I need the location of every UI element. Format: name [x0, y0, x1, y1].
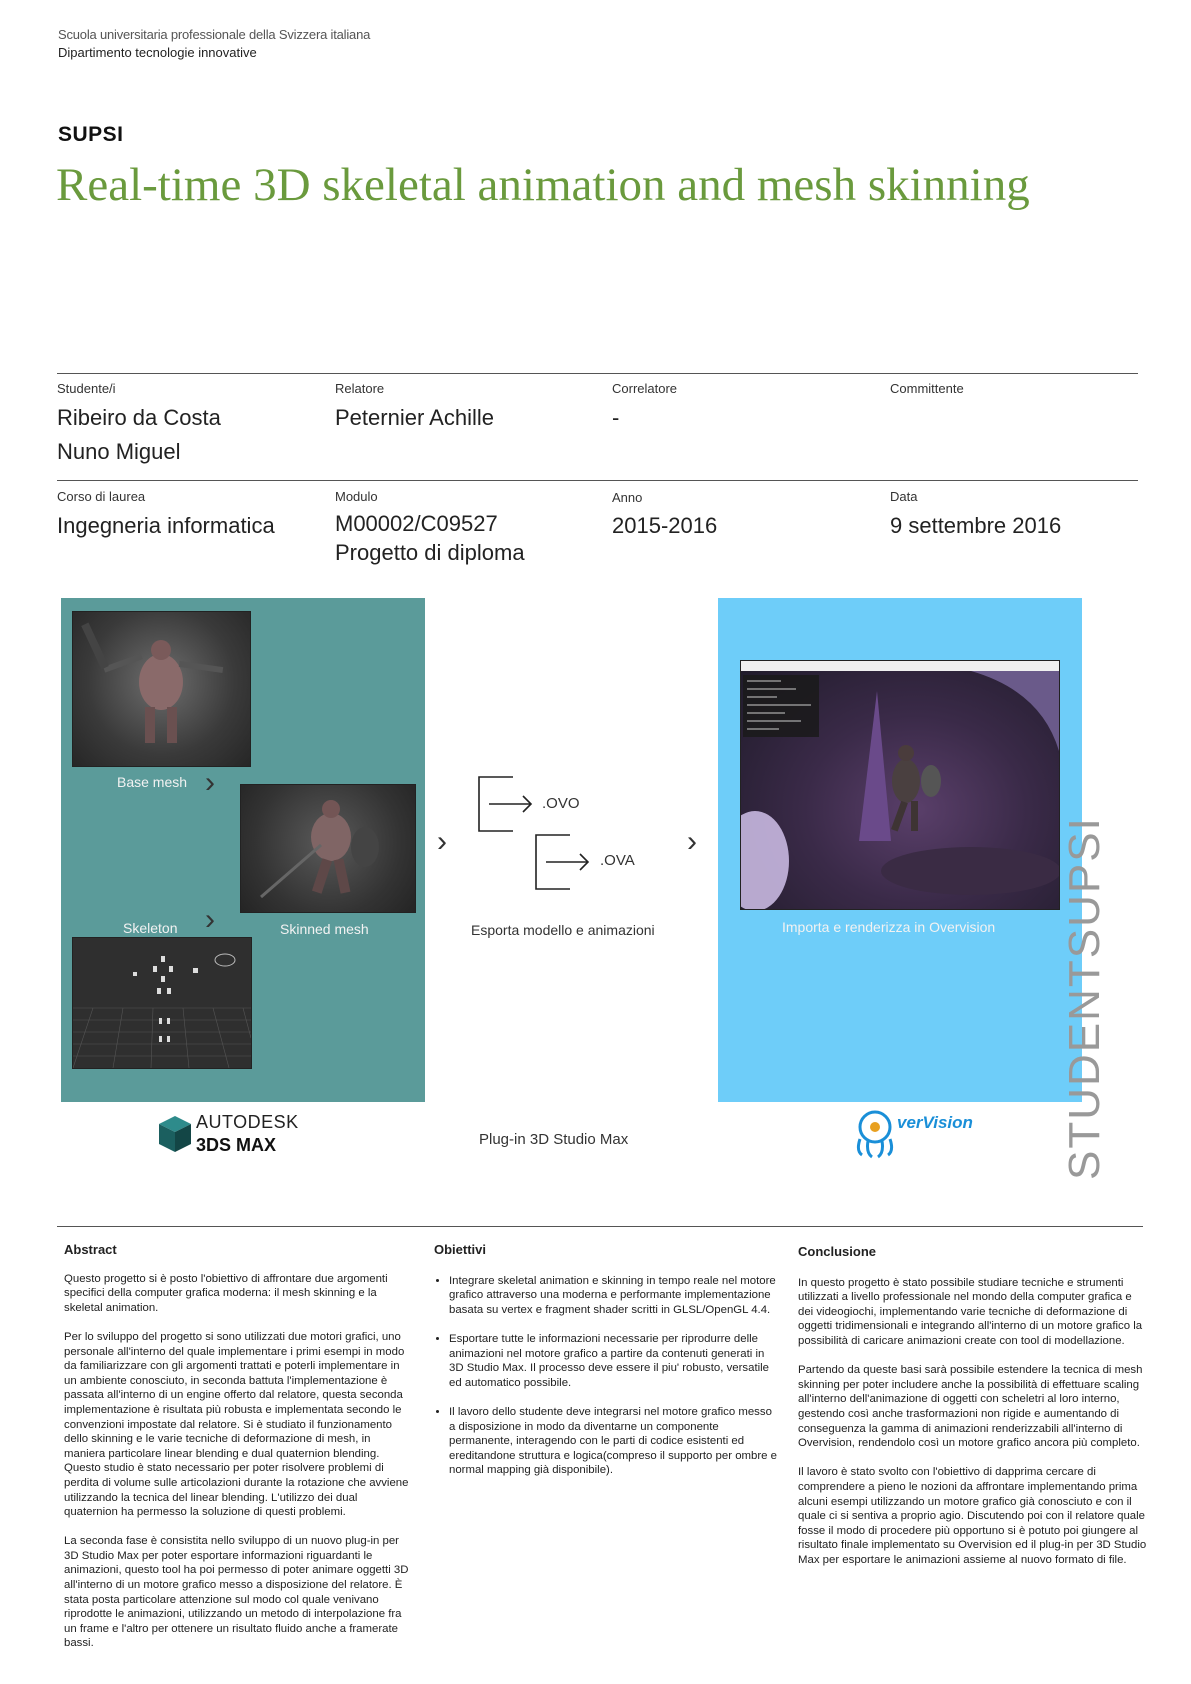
3dsmax-logo-text: 3DS MAX — [196, 1135, 277, 1155]
base-mesh-render — [72, 611, 251, 767]
value-studente — [57, 401, 221, 469]
caption-base-mesh: Base mesh — [117, 774, 188, 790]
caption-import: Importa e renderizza in Overvision — [782, 919, 996, 935]
label-relatore: Relatore — [335, 381, 385, 396]
skinned-mesh-render — [240, 784, 416, 913]
skeleton-grid-icon — [73, 938, 251, 1068]
chevron-right-icon-2: › — [205, 903, 215, 936]
caption-skeleton: Skeleton — [123, 920, 178, 936]
value-modulo — [335, 509, 525, 567]
page-title: Real-time 3D skeletal animation and mesh skinning — [56, 159, 1030, 211]
label-correlatore: Correlatore — [612, 381, 678, 396]
obiettivi-item-2: • Esportare tutte le informazioni necessarie per riprodurre delle animazioni nel motore grafico a partire da contenuti generati in 3D Studio Max. Il processo deve essere il piu' robusto, versatile ed automatico possibile. — [449, 1332, 779, 1390]
window-titlebar — [741, 661, 1059, 671]
label-modulo: Modulo — [335, 489, 378, 504]
chevron-right-icon-4: › — [687, 825, 697, 858]
institution-name: Scuola universitaria professionale della Svizzera italiana — [58, 27, 371, 42]
scene-icon — [741, 671, 1059, 909]
value-corso: Ingegneria informatica — [57, 513, 275, 538]
divider-middle — [57, 480, 1138, 481]
export-ova-icon — [534, 833, 594, 891]
creature-pose-icon — [241, 785, 415, 912]
export-ovo-icon — [477, 775, 537, 833]
autodesk-logo-icon — [157, 1114, 193, 1154]
label-studente: Studente/i — [57, 381, 116, 396]
abstract-section — [64, 1243, 414, 1666]
abstract-paragraph-3: La seconda fase è consistita nello sviluppo di un nuovo plug-in per 3D Studio Max per poter esportare informazioni riguardanti le animazioni, questo tool ha poi permesso di poter animare oggetti 3D all'interno di un motore grafico messo a disposizione del relatore. È stata posta particolare attenzione sul modo col quale venivano riprodotte le animazioni, utilizzando un metodo di interpolazione fra un frame e l'altro per ottenere un risultato fluido anche a framerate bassi. — [64, 1535, 409, 1650]
obiettivi-item-3: • Il lavoro dello studente deve integrarsi nel motore grafico messo a disposizione in modo da diventarne un componente permanente, interagendo con le parti di codice esistenti ed ereditandone struttura e logica(compreso il supporto per ombre e normal mapping già disponibile). — [449, 1405, 779, 1478]
label-anno: Anno — [612, 490, 643, 505]
caption-plugin: Plug-in 3D Studio Max — [479, 1131, 629, 1148]
label-committente: Committente — [890, 381, 964, 396]
chevron-right-icon: › — [205, 766, 215, 799]
value-correlatore: - — [612, 405, 620, 430]
brand-logo-text: SUPSI — [58, 123, 124, 146]
obiettivi-list — [434, 1274, 779, 1478]
conclusione-paragraph-1: In questo progetto è stato possibile studiare tecniche e strumenti utilizzati a livello professionale nel mondo della computer grafica e dei videogiochi, implementando varie tecniche di deformazione di oggetti tridimensionali e integrando all'interno di un motore grafico la possibilità di caricare animazioni create con tool di modellazione. — [798, 1276, 1143, 1347]
obiettivi-section — [434, 1243, 779, 1493]
abstract-paragraph-2: Per lo sviluppo del progetto si sono utilizzati due motori grafici, uno personale all'interno del quale implementare i primi esempi in modo da familiarizzare con gli argomenti trattati e poterli implementare in un ambiente conosciuto, in seconda battuta l'implementazione è passata all'interno di un engine offerto dal relatore, questa seconda implementazione è risultata più robusta e implementata secondo le convenzioni impostate dal relatore. Si è studiato il funzionamento dello skinning e le varie tecniche di deformazione di mesh, in maniera particolare linear blending e dual quaternion blending. Questo studio è stato necessario per poter risolvere problemi di perdita di volume sulle articolazioni durante la rotazione che avviene utilizzando la tecnica del linear blending. L'utilizzo dei dual quaternion ha permesso la soluzione di questi problemi. — [64, 1330, 409, 1519]
value-anno: 2015-2016 — [612, 513, 718, 538]
overvision-render-window — [740, 660, 1060, 910]
value-relatore: Peternier Achille — [335, 405, 494, 430]
chevron-right-icon-3: › — [437, 825, 447, 858]
value-modulo-line2: Progetto di diploma — [335, 540, 525, 565]
label-corso: Corso di laurea — [57, 489, 146, 504]
skeleton-viewport — [72, 937, 252, 1069]
ext-ova: .OVA — [600, 852, 635, 869]
value-modulo-line1: M00002/C09527 — [335, 511, 498, 536]
conclusione-paragraph-2: Partendo da queste basi sarà possibile estendere la tecnica di mesh skinning per poter includere anche la possibilità di effettuare scaling all'interno dell'animazione di oggetti con scheletri al loro interno, gestendo così anche trasformazioni non rigide e aumentando di conseguenza la gamma di animazioni renderizzabili all'interno di Overvision, rendendolo così un motore grafico ancora più completo. — [798, 1364, 1143, 1450]
conclusione-paragraph-3: Il lavoro è stato svolto con l'obiettivo di dapprima cercare di comprendere a pieno le nozioni da affrontare implementando prima alcuni esempi utilizzando un motore grafico già conosciuto e con il quale ci si sentiva a proprio agio. Discutendo poi con il relatore quale fosse il modo di procedere più opportuno si è potuto poi giungere al risultato finale implementato su Overvision ed il plug-in per 3D Studio Max per esportare le animazioni assieme al nuovo formato di file. — [798, 1466, 1147, 1566]
ext-ovo: .OVO — [542, 795, 580, 812]
obiettivi-item-1: • Integrare skeletal animation e skinning in tempo reale nel motore grafico attraverso una moderna e performante implementazione basata su vertex e fragment shader scritti in GLSL/OpenGL 4.4. — [449, 1274, 779, 1318]
right-panel — [718, 598, 1082, 1102]
sidebar-vertical-text: STUDENTSUPSI — [1060, 816, 1109, 1180]
abstract-paragraph-1: Questo progetto si è posto l'obiettivo di affrontare due argomenti specifici della computer grafica moderna: il mesh skinning e la skeletal animation. — [64, 1272, 388, 1314]
value-studente-line2: Nuno Miguel — [57, 439, 181, 464]
creature-icon — [73, 612, 250, 766]
divider-bottom — [57, 1226, 1143, 1227]
autodesk-logo-text: AUTODESK — [196, 1112, 299, 1132]
overvision-logo-text: verVision — [897, 1113, 973, 1132]
value-data: 9 settembre 2016 — [890, 513, 1062, 538]
obiettivi-heading: Obiettivi — [434, 1242, 487, 1257]
left-panel — [61, 598, 425, 1102]
caption-skinned-mesh: Skinned mesh — [280, 921, 369, 937]
abstract-heading: Abstract — [64, 1242, 117, 1257]
label-data: Data — [890, 489, 918, 504]
value-studente-line1: Ribeiro da Costa — [57, 405, 221, 430]
divider-top — [57, 373, 1138, 374]
overvision-octopus-icon — [852, 1109, 898, 1159]
conclusione-heading: Conclusione — [798, 1244, 877, 1259]
department-name: Dipartimento tecnologie innovative — [58, 45, 257, 60]
caption-export: Esporta modello e animazioni — [471, 922, 655, 938]
conclusione-section — [798, 1245, 1148, 1582]
